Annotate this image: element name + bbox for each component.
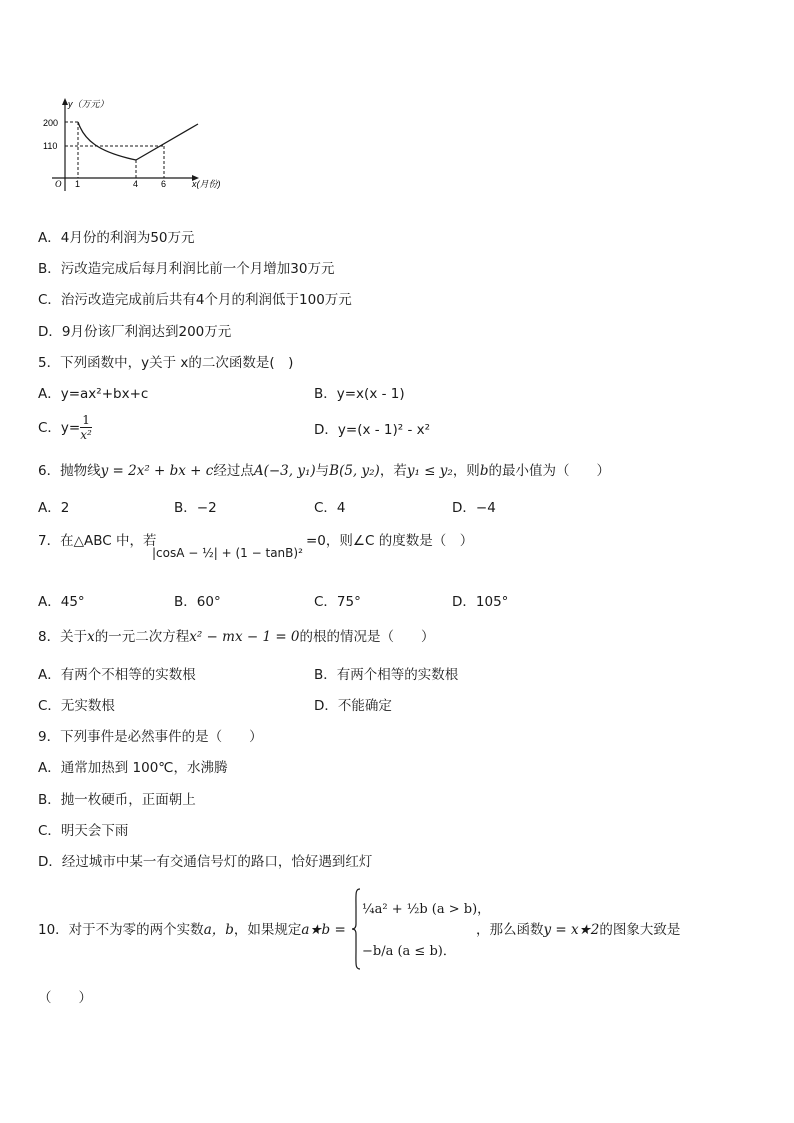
q10-stem-start (38, 921, 346, 939)
q7-stem-start: 7．在△ABC 中，若 (38, 533, 157, 549)
q6-point-a: A(−3, y₁) (253, 463, 316, 479)
q8-tail: 的根的情况是（ ） (299, 629, 435, 645)
fraction-denominator: x² (80, 428, 92, 442)
q5-option-c (38, 414, 92, 442)
x-tick-6: 6 (161, 179, 167, 189)
q7-stem-end: =0，则∠C 的度数是（ ） (306, 533, 474, 549)
q10-function: y = x★2 (543, 922, 600, 938)
q6-option-d: D．−4 (452, 500, 496, 516)
q9-option-b: B．抛一枚硬币，正面朝上 (38, 792, 196, 808)
q10-piece-2: −b/a (a ≤ b)． (362, 944, 456, 959)
q6-tail: 的最小值为（ ） (488, 463, 610, 479)
q9-option-c: C．明天会下雨 (38, 823, 129, 839)
q5-option-a: A．y=ax²+bx+c (38, 386, 149, 402)
piecewise-brace (351, 888, 361, 970)
q8-option-a: A．有两个不相等的实数根 (38, 667, 196, 683)
q10-stem-end (476, 921, 680, 939)
q7-option-b: B．60° (174, 594, 221, 610)
q9-stem: 9．下列事件是必然事件的是（ ） (38, 729, 263, 745)
q10-vars: a，b (203, 922, 234, 938)
q5-stem: 5．下列函数中，y关于 x的二次函数是( ) (38, 355, 294, 371)
q8-mid: 的一元二次方程 (94, 629, 190, 645)
x-tick-1: 1 (75, 179, 81, 189)
q8-option-d: D．不能确定 (314, 698, 392, 714)
fraction-numerator: 1 (82, 413, 90, 427)
q6-condition: y₁ ≤ y₂ (406, 463, 453, 479)
y-tick-110: 110 (43, 141, 58, 151)
q8-stem (38, 628, 435, 646)
q5-option-c-fraction (80, 414, 92, 442)
q6-parabola-expr: y = 2x² + bx + c (100, 463, 214, 479)
x-tick-4: 4 (133, 179, 139, 189)
q6-mid2: 与 (315, 463, 330, 479)
q5-option-c-prefix: C．y= (38, 420, 81, 436)
q10-answer-blank: （ ） (38, 990, 92, 1006)
q4-option-d: D．9月份该厂利润达到200万元 (38, 324, 232, 340)
q9-option-d: D．经过城市中某一有交通信号灯的路口，恰好遇到红灯 (38, 854, 373, 870)
q8-var-x: x (87, 629, 95, 645)
q6-option-b: B．−2 (174, 500, 217, 516)
q10-piece-1: ¼a² + ½b (a > b)， (362, 902, 491, 917)
origin-label: O (55, 179, 62, 189)
y-tick-200: 200 (43, 118, 59, 128)
profit-line (136, 124, 198, 160)
q6-stem (38, 462, 610, 480)
q6-option-c: C．4 (314, 500, 346, 516)
y-axis-label: y（万元） (68, 99, 109, 109)
q9-option-a: A．通常加热到 100℃，水沸腾 (38, 760, 228, 776)
q6-mid4: ，则 (452, 463, 480, 479)
q10-mid: ，如果规定 (233, 922, 302, 938)
q7-option-a: A．45° (38, 594, 85, 610)
q5-option-d: D．y=(x - 1)² - x² (314, 422, 431, 438)
q8-equation: x² − mx − 1 = 0 (189, 629, 300, 645)
q8-option-b: B．有两个相等的实数根 (314, 667, 459, 683)
q8-option-c: C．无实数根 (38, 698, 115, 714)
q10-tail: 的图象大致是 (599, 922, 681, 938)
profit-curve (78, 122, 136, 160)
q6-mid3: ，若 (379, 463, 407, 479)
q10-operator: a★b = (301, 922, 346, 938)
q6-var-b: b (479, 463, 489, 479)
q4-option-a: A．4月份的利润为50万元 (38, 230, 195, 246)
q6-mid1: 经过点 (213, 463, 254, 479)
q6-option-a: A．2 (38, 500, 70, 516)
q4-option-b: B．污改造完成后每月利润比前一个月增加30万元 (38, 261, 335, 277)
q6-point-b: B(5, y₂) (329, 463, 380, 479)
q10-prefix: 10．对于不为零的两个实数 (38, 922, 204, 938)
q7-option-c: C．75° (314, 594, 361, 610)
q10-tail-pre: ，那么函数 (476, 922, 544, 938)
q5-option-b: B．y=x(x - 1) (314, 386, 405, 402)
q4-option-c: C．治污改造完成前后共有4个月的利润低于100万元 (38, 292, 352, 308)
profit-graph (40, 96, 250, 198)
x-axis-label: x(月份) (192, 179, 221, 189)
q8-prefix: 8．关于 (38, 629, 88, 645)
q7-option-d: D．105° (452, 594, 509, 610)
q6-prefix: 6．抛物线 (38, 463, 101, 479)
q7-condition-image: |cosA − ½| + (1 − tanB)² (152, 546, 303, 560)
